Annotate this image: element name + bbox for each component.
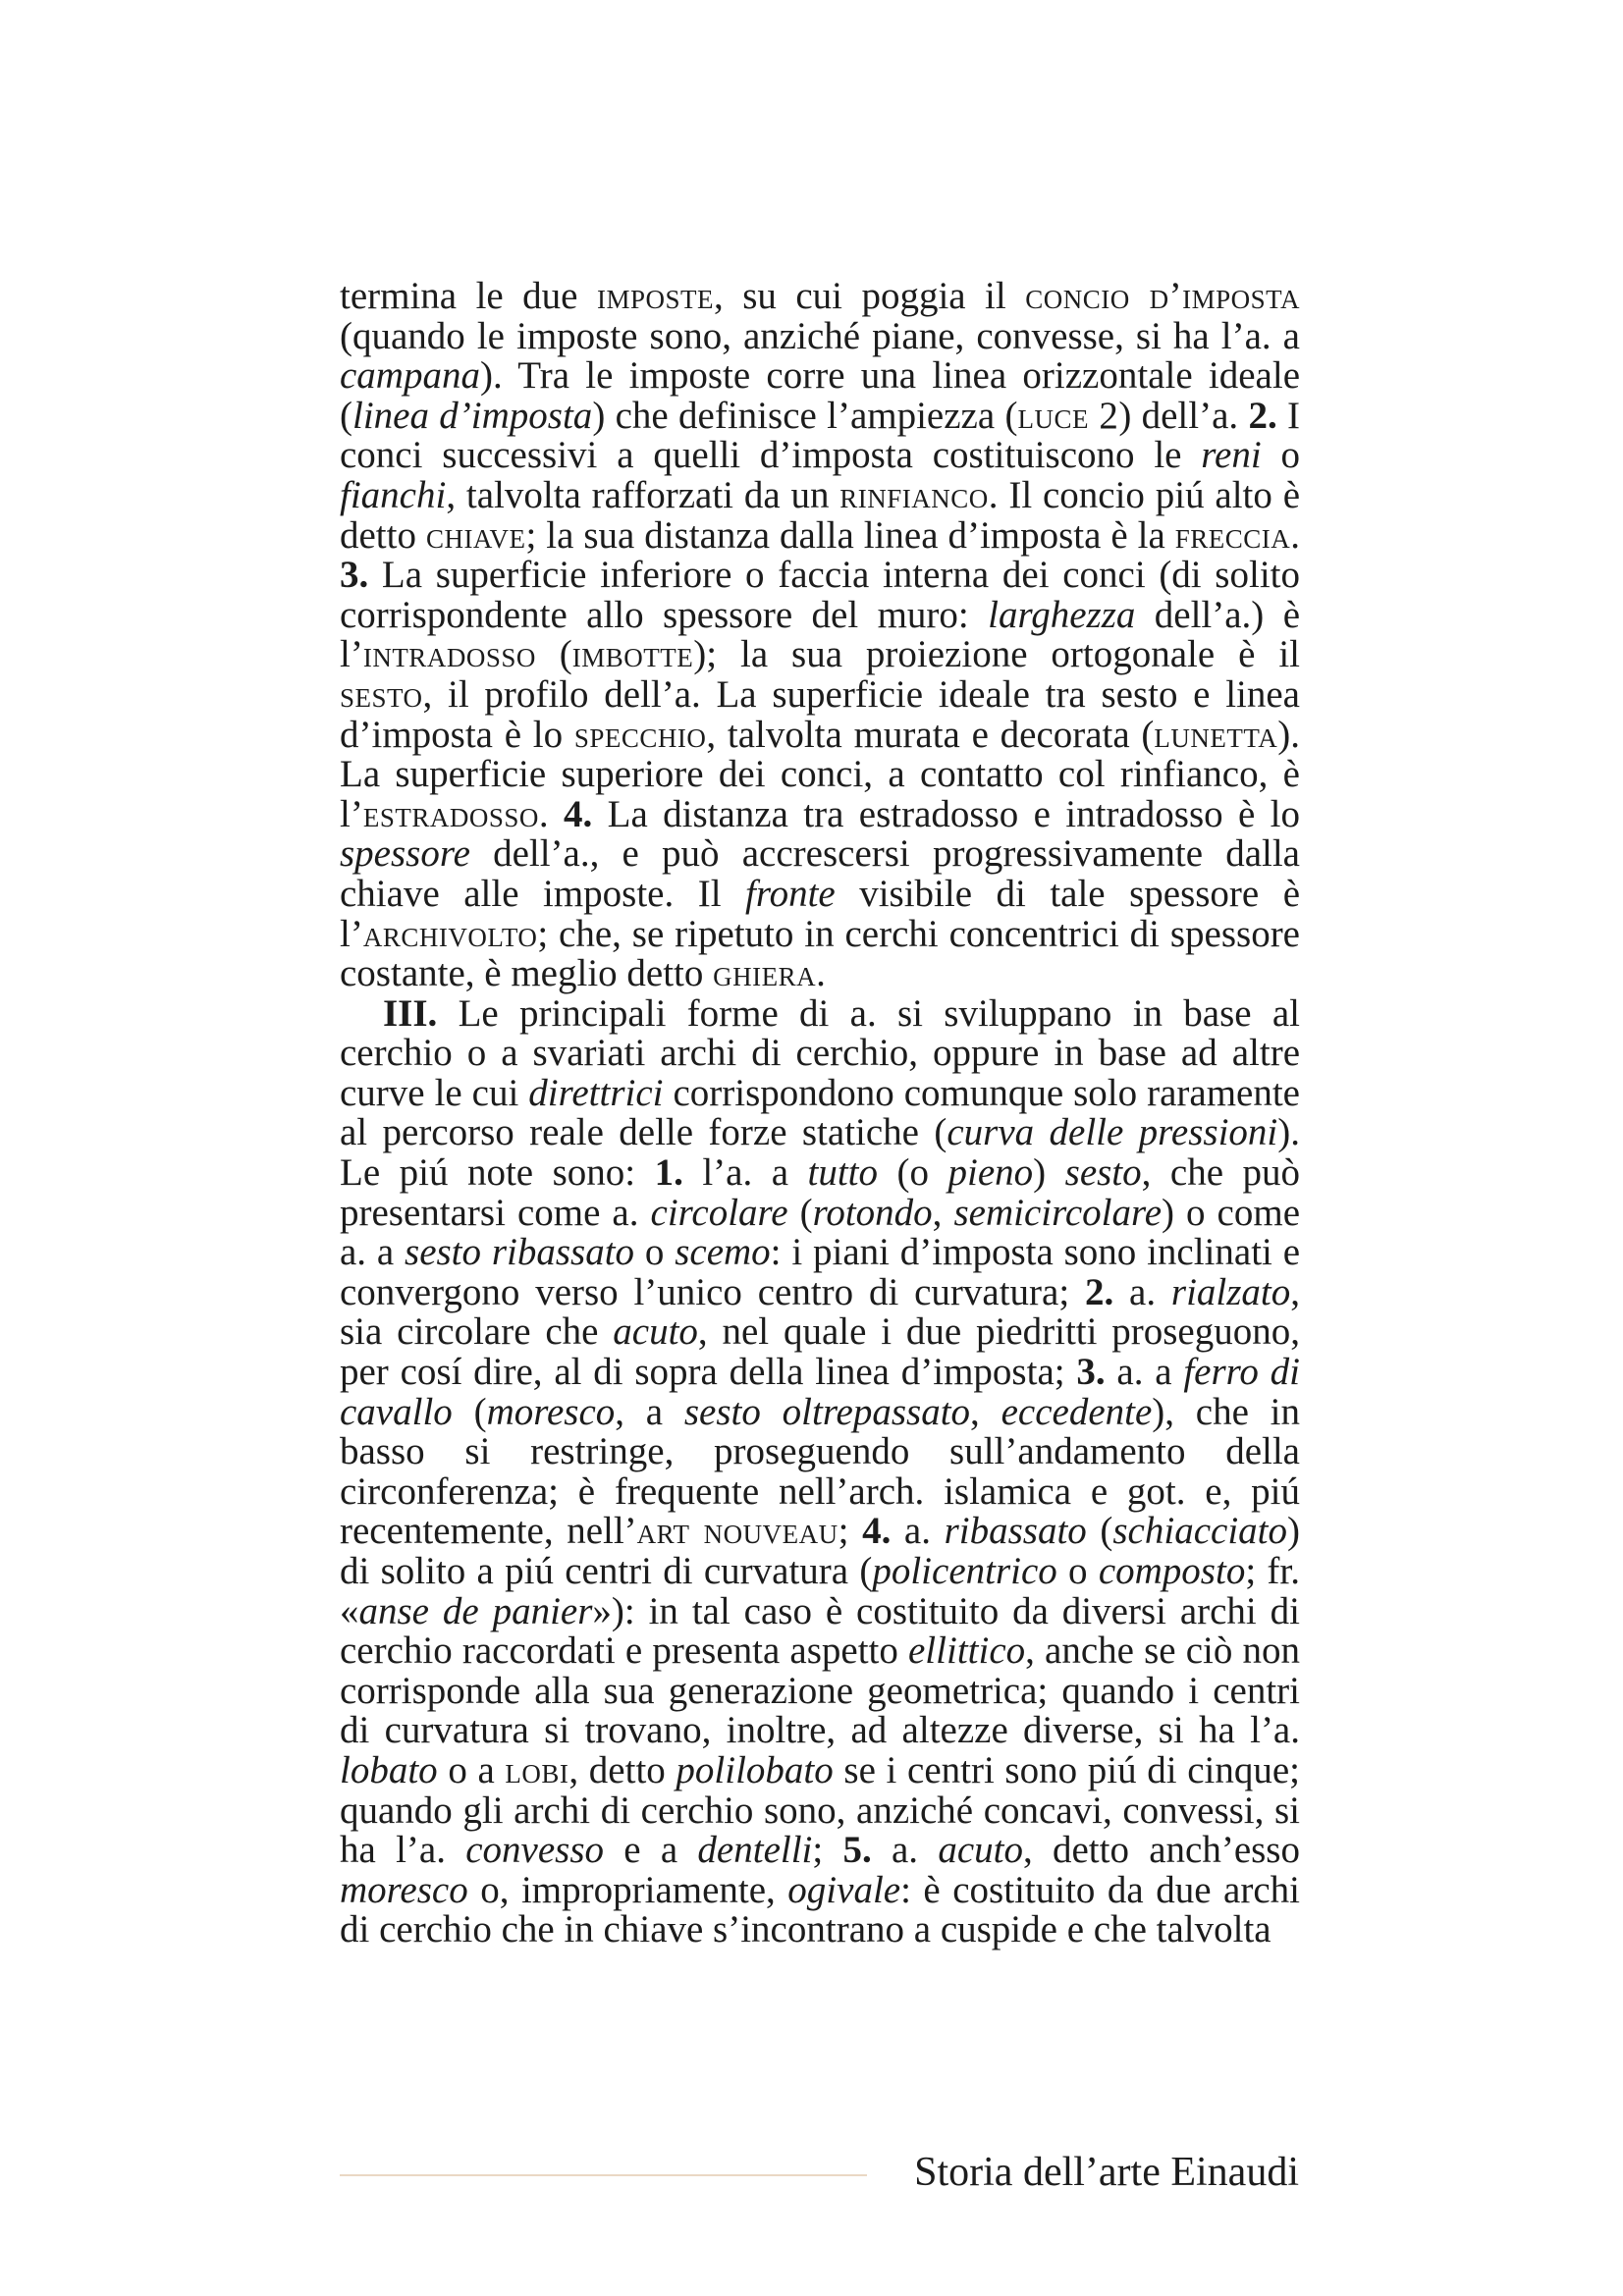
text-run: (quando le imposte sono, anziché piane, convesse, si ha l’a. a xyxy=(340,314,1300,357)
text-run: : i piani d’imposta sono inclinati e convergono verso l’unico centro di curvatura; xyxy=(340,1231,1301,1313)
text-run: termina le due xyxy=(340,275,597,317)
italic-term: scemo xyxy=(675,1231,771,1274)
section-number: 2. xyxy=(1084,1270,1114,1313)
small-caps-term: estradosso xyxy=(362,792,539,835)
small-caps-term: chiave xyxy=(425,513,526,557)
text-run: , sia circolare che xyxy=(340,1270,1301,1354)
text-run: ( xyxy=(535,633,572,676)
italic-term: ribassato xyxy=(944,1510,1087,1553)
small-caps-term: rinfianco xyxy=(839,473,989,516)
text-run: . xyxy=(1290,513,1301,557)
small-caps-term: art nouveau xyxy=(636,1510,839,1553)
text-run: (o xyxy=(878,1151,948,1195)
text-run: ) che definisce l’ampiezza ( xyxy=(592,394,1018,437)
text-run: dell’a.) è l’ xyxy=(340,593,1301,676)
italic-term: rotondo xyxy=(812,1191,933,1234)
paragraph-1 xyxy=(340,277,1300,994)
text-run: a. xyxy=(1113,1270,1171,1313)
italic-term: sesto oltrepassato xyxy=(683,1390,971,1433)
text-run: ( xyxy=(1086,1510,1113,1553)
text-run: a. xyxy=(891,1510,945,1553)
section-number: 5. xyxy=(842,1829,872,1872)
text-run: ; xyxy=(812,1829,843,1872)
small-caps-term: lobi xyxy=(505,1748,569,1791)
italic-term: moresco xyxy=(486,1390,616,1433)
italic-term: acuto xyxy=(613,1310,698,1354)
text-run: ); la sua proiezione ortogonale è il xyxy=(693,633,1300,676)
italic-term: acuto xyxy=(938,1829,1023,1872)
text-run: o, impropriamente, xyxy=(467,1868,788,1911)
text-run: ; la sua distanza dalla linea d’imposta è la xyxy=(525,513,1175,557)
italic-term: sesto ribassato xyxy=(405,1231,635,1274)
italic-term: ogivale xyxy=(787,1868,901,1911)
italic-term: fronte xyxy=(745,872,836,915)
italic-term: schiacciato xyxy=(1112,1510,1287,1553)
italic-term: tutto xyxy=(807,1151,879,1195)
body-text xyxy=(340,277,1300,1950)
small-caps-term: specchio xyxy=(573,713,707,756)
italic-term: pieno xyxy=(947,1151,1034,1195)
text-run: , a xyxy=(615,1390,684,1433)
text-run: o xyxy=(1056,1550,1099,1592)
small-caps-term: luce xyxy=(1017,394,1089,437)
text-run: o xyxy=(1261,434,1300,477)
text-run: ). Le piú note sono: xyxy=(340,1111,1300,1195)
italic-term: policentrico xyxy=(872,1550,1057,1592)
section-number: 4. xyxy=(564,792,593,835)
italic-term: ferro di cavallo xyxy=(340,1351,1301,1433)
footer-rule xyxy=(340,2174,867,2176)
italic-term: linea d’imposta xyxy=(352,394,593,437)
text-run: , talvolta murata e decorata ( xyxy=(706,713,1155,756)
small-caps-term: concio d’imposta xyxy=(1025,275,1300,317)
small-caps-term: intradosso xyxy=(362,633,536,676)
section-number: 4. xyxy=(862,1510,892,1553)
text-run: corrispondono comunque solo raramente al percorso reale delle forze statiche ( xyxy=(340,1071,1300,1154)
italic-term: reni xyxy=(1201,434,1262,477)
text-run: ). Tra le imposte corre una linea orizzontale ideale ( xyxy=(340,354,1300,437)
footer-title: Storia dell’arte Einaudi xyxy=(914,2150,1299,2195)
text-run: . xyxy=(816,952,826,995)
text-run: ; xyxy=(838,1510,863,1553)
text-run: o a xyxy=(437,1748,506,1791)
italic-term: moresco xyxy=(340,1868,468,1911)
small-caps-term: imbotte xyxy=(571,633,694,676)
small-caps-term: freccia xyxy=(1174,513,1291,557)
text-run: »): in tal caso è costituito da diversi archi di cerchio raccordati e presenta aspetto xyxy=(340,1589,1300,1673)
italic-term: spessore xyxy=(340,832,470,876)
text-run: ) xyxy=(1033,1151,1065,1195)
section-number: 1. xyxy=(654,1151,683,1195)
text-run: ( xyxy=(452,1390,487,1433)
text-run: . xyxy=(538,792,564,835)
italic-term: direttrici xyxy=(528,1071,664,1114)
text-run: ) dell’a. xyxy=(1118,394,1249,437)
small-caps-term: archivolto xyxy=(362,912,538,955)
text-run: I conci successivi a quelli d’imposta costituiscono le xyxy=(340,394,1301,477)
text-run: ) di solito a piú centri di curvatura ( xyxy=(340,1510,1300,1592)
italic-term: composto xyxy=(1098,1550,1246,1592)
italic-term: ellittico xyxy=(908,1629,1026,1673)
text-run: ; che, se ripetuto in cerchi concentrici di spessore costante, è meglio detto xyxy=(340,912,1300,995)
italic-term: campana xyxy=(340,354,480,398)
text-run: ). La superficie superiore dei conci, a contatto col rinfianco, è l’ xyxy=(340,713,1300,835)
paragraph-2 xyxy=(340,991,1301,1951)
text-run: o xyxy=(634,1231,676,1274)
small-caps-term: imposte xyxy=(596,275,714,317)
text-run: , anche se ciò non corrisponde alla sua generazione geometrica; quando i centri di curvatura si trovano, inoltre, ad altezze diverse, si ha l’a. xyxy=(340,1629,1300,1752)
text-run: e a xyxy=(604,1829,698,1872)
small-caps-term: ghiera xyxy=(713,952,817,995)
section-number: 2. xyxy=(1248,394,1277,437)
section-number: 3. xyxy=(340,554,369,597)
italic-term: larghezza xyxy=(988,593,1136,636)
text-run: ) o come a. a xyxy=(340,1191,1300,1274)
small-caps-term: 2 xyxy=(1099,394,1119,437)
italic-term: rialzato xyxy=(1170,1270,1291,1313)
text-run: ( xyxy=(787,1191,813,1234)
text-run: La superficie inferiore o faccia interna dei conci (di solito corrispondente allo spessore del muro: xyxy=(340,554,1300,636)
italic-term: circolare xyxy=(650,1191,788,1234)
small-caps-term: sesto xyxy=(340,672,423,716)
text-run: ), che in basso si restringe, proseguendo sull’andamento della circonferenza; è frequente nell’arch. islamica e got. e, piú recentemente, nell’ xyxy=(340,1390,1301,1553)
text-run: ; fr. « xyxy=(340,1550,1300,1632)
italic-term: lobato xyxy=(340,1748,438,1791)
text-run: se i centri sono piú di cinque; quando gli archi di cerchio sono, anziché concavi, convessi, si ha l’a. xyxy=(340,1748,1300,1872)
text-run: dell’a., e può accrescersi progressivamente dalla chiave alle imposte. Il xyxy=(340,832,1300,915)
text-run: La distanza tra estradosso e intradosso è lo xyxy=(592,792,1301,835)
text-run: , il profilo dell’a. La superficie ideale tra sesto e linea d’imposta è lo xyxy=(340,672,1300,756)
text-run: visibile di tale spessore è l’ xyxy=(340,872,1301,955)
italic-term: convesso xyxy=(465,1829,605,1872)
text-run: , detto anch’esso xyxy=(1022,1829,1300,1872)
text-run: a. xyxy=(871,1829,939,1872)
text-run: , talvolta rafforzati da un xyxy=(446,473,840,516)
italic-term: anse de panier xyxy=(358,1589,593,1632)
text-run: , su cui poggia il xyxy=(713,275,1026,317)
italic-term: sesto xyxy=(1064,1151,1142,1195)
section-number: III. xyxy=(383,991,438,1035)
italic-term: curva delle pressioni xyxy=(947,1111,1278,1154)
text-run: , che può presentarsi come a. xyxy=(340,1151,1300,1234)
italic-term: eccedente xyxy=(1001,1390,1153,1433)
text-run: , xyxy=(970,1390,1001,1433)
text-run: , detto xyxy=(568,1748,676,1791)
italic-term: dentelli xyxy=(697,1829,813,1872)
italic-term: semicircolare xyxy=(953,1191,1163,1234)
text-run xyxy=(1089,395,1099,437)
text-run: : è costituito da due archi di cerchio che in chiave s’incontrano a cuspide e che talvolta xyxy=(340,1868,1300,1951)
text-run: Le principali forme di a. si sviluppano in base al cerchio o a svariati archi di cerchio, oppure in base ad altre curve le cui xyxy=(340,991,1300,1114)
italic-term: fianchi xyxy=(340,473,447,516)
small-caps-term: lunetta xyxy=(1154,713,1278,756)
text-run: l’a. a xyxy=(682,1151,808,1195)
section-number: 3. xyxy=(1076,1351,1106,1394)
text-run: a. a xyxy=(1105,1351,1184,1394)
text-run: . Il concio piú alto è detto xyxy=(340,473,1300,557)
italic-term: polilobato xyxy=(676,1748,834,1791)
text-run: , nel quale i due piedritti proseguono, per cosí dire, al di sopra della linea d’imposta; xyxy=(340,1310,1300,1394)
text-run: , xyxy=(932,1191,954,1234)
